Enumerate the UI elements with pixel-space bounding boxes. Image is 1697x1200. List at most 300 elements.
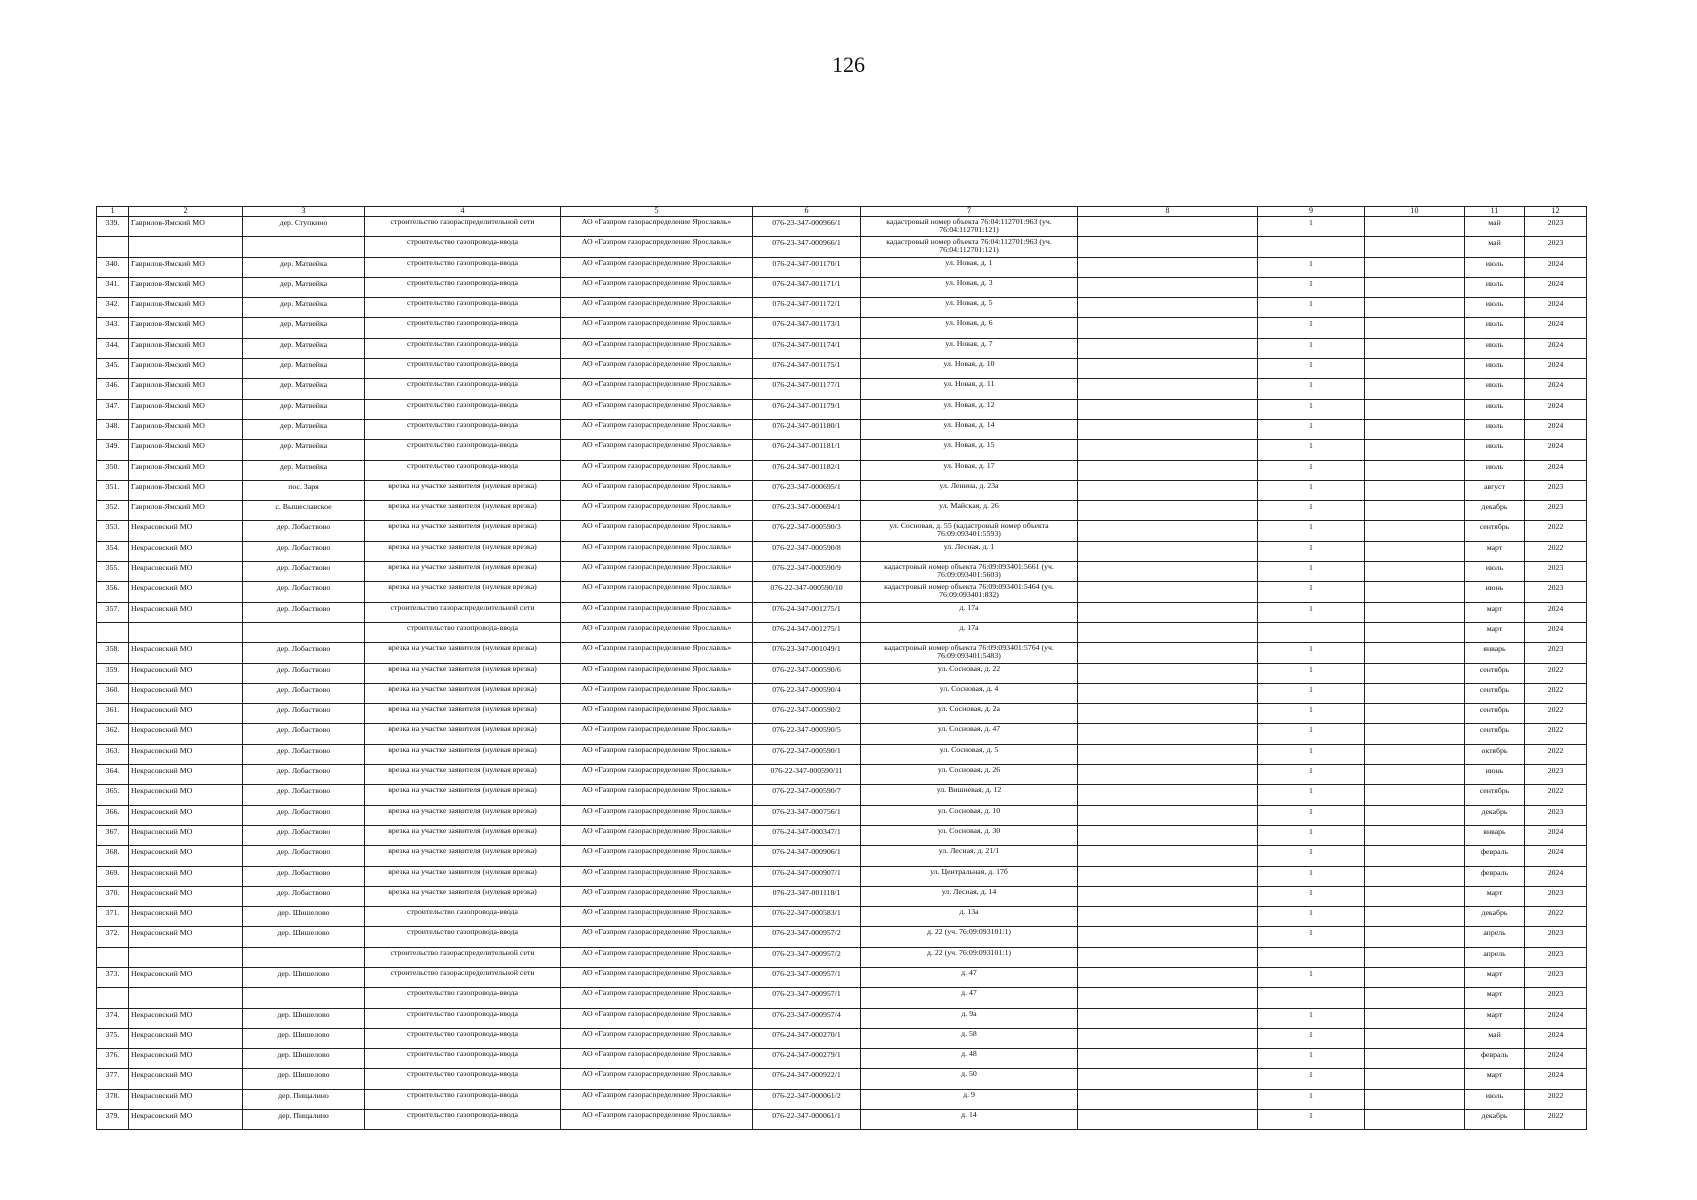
column-header-2: 2	[129, 207, 243, 217]
table-cell-col-11: сентябрь	[1465, 724, 1525, 744]
table-cell-col-8	[1078, 825, 1258, 845]
table-cell-col-4: врезка на участке заявителя (нулевая врезка)	[365, 765, 561, 785]
table-cell-col-5: АО «Газпром газораспределение Ярославль»	[561, 846, 753, 866]
table-cell-col-6: 076-23-347-000756/1	[753, 805, 861, 825]
table-cell-col-9: 1	[1258, 907, 1365, 927]
table-cell-col-1: 370.	[97, 886, 129, 906]
table-cell-col-8	[1078, 602, 1258, 622]
table-cell-col-2: Гаврилов-Ямский МО	[129, 419, 243, 439]
table-cell-col-10	[1365, 318, 1465, 338]
table-cell-col-8	[1078, 379, 1258, 399]
table-cell-col-3: дер. Пищалино	[243, 1110, 365, 1130]
table-cell-col-2: Некрасовский МО	[129, 1069, 243, 1089]
table-row	[97, 1069, 1587, 1089]
table-cell-col-2: Некрасовский МО	[129, 866, 243, 886]
table-cell-col-1: 369.	[97, 866, 129, 886]
table-cell-col-9: 1	[1258, 927, 1365, 947]
table-cell-col-1: 351.	[97, 480, 129, 500]
table-cell-col-4: строительство газопровода-ввода	[365, 1110, 561, 1130]
table-cell-col-9	[1258, 947, 1365, 967]
table-cell-col-5: АО «Газпром газораспределение Ярославль»	[561, 866, 753, 886]
table-cell-col-1: 346.	[97, 379, 129, 399]
table-row	[97, 318, 1587, 338]
table-cell-col-11: июль	[1465, 562, 1525, 582]
table-cell-col-11: июль	[1465, 359, 1525, 379]
table-cell-col-4: строительство газораспределительной сети	[365, 217, 561, 237]
table-cell-col-3: с. Вышеславское	[243, 501, 365, 521]
table-cell-col-7: ул. Сосновая, д. 4	[861, 683, 1078, 703]
table-cell-col-10	[1365, 785, 1465, 805]
table-cell-col-6: 076-24-347-000906/1	[753, 846, 861, 866]
table-cell-col-12: 2022	[1525, 521, 1587, 541]
table-cell-col-3	[243, 622, 365, 642]
table-cell-col-5: АО «Газпром газораспределение Ярославль»	[561, 663, 753, 683]
table-cell-col-5: АО «Газпром газораспределение Ярославль»	[561, 765, 753, 785]
table-cell-col-8	[1078, 1028, 1258, 1048]
table-row	[97, 663, 1587, 683]
table-cell-col-3: дер. Шишелово	[243, 1028, 365, 1048]
table-cell-col-1: 379.	[97, 1110, 129, 1130]
table-cell-col-5: АО «Газпром газораспределение Ярославль»	[561, 1089, 753, 1109]
table-cell-col-9: 1	[1258, 602, 1365, 622]
table-cell-col-9: 1	[1258, 825, 1365, 845]
table-cell-col-1: 341.	[97, 277, 129, 297]
table-cell-col-11: декабрь	[1465, 1110, 1525, 1130]
column-header-10: 10	[1365, 207, 1465, 217]
page-number: 126	[832, 52, 865, 77]
table-cell-col-9: 1	[1258, 338, 1365, 358]
table-cell-col-10	[1365, 1049, 1465, 1069]
table-cell-col-6: 076-24-347-001170/1	[753, 257, 861, 277]
table-cell-col-9: 1	[1258, 704, 1365, 724]
table-header	[97, 207, 1587, 217]
column-header-1: 1	[97, 207, 129, 217]
table-cell-col-12: 2024	[1525, 1028, 1587, 1048]
table-cell-col-3: дер. Лобаствово	[243, 643, 365, 663]
table-cell-col-2: Некрасовский МО	[129, 1110, 243, 1130]
table-cell-col-2: Гаврилов-Ямский МО	[129, 379, 243, 399]
table-cell-col-11: декабрь	[1465, 907, 1525, 927]
table-cell-col-7: ул. Новая, д. 5	[861, 298, 1078, 318]
table-cell-col-10	[1365, 277, 1465, 297]
table-cell-col-4: врезка на участке заявителя (нулевая врезка)	[365, 541, 561, 561]
table-row	[97, 785, 1587, 805]
table-row	[97, 277, 1587, 297]
table-cell-col-7: ул. Майская, д. 26	[861, 501, 1078, 521]
table-cell-col-9: 1	[1258, 724, 1365, 744]
table-cell-col-5: АО «Газпром газораспределение Ярославль»	[561, 825, 753, 845]
table-cell-col-7: кадастровый номер объекта 76:09:093401:5661 (уч. 76:09:093401:5603)	[861, 562, 1078, 582]
table-cell-col-12: 2024	[1525, 277, 1587, 297]
table-cell-col-6: 076-24-347-001275/1	[753, 622, 861, 642]
table-cell-col-6: 076-24-347-000907/1	[753, 866, 861, 886]
table-cell-col-2: Некрасовский МО	[129, 785, 243, 805]
table-cell-col-7: кадастровый номер объекта 76:09:093401:5464 (уч. 76:09:093401:832)	[861, 582, 1078, 602]
table-cell-col-5: АО «Газпром газораспределение Ярославль»	[561, 602, 753, 622]
table-cell-col-4: врезка на участке заявителя (нулевая врезка)	[365, 866, 561, 886]
table-cell-col-2: Некрасовский МО	[129, 886, 243, 906]
table-cell-col-9: 1	[1258, 1110, 1365, 1130]
table-cell-col-4: строительство газопровода-ввода	[365, 907, 561, 927]
table-cell-col-4: строительство газопровода-ввода	[365, 257, 561, 277]
table-cell-col-8	[1078, 562, 1258, 582]
table-cell-col-11: февраль	[1465, 1049, 1525, 1069]
table-cell-col-4: строительство газопровода-ввода	[365, 237, 561, 257]
table-cell-col-1: 372.	[97, 927, 129, 947]
table-cell-col-1: 366.	[97, 805, 129, 825]
table-cell-col-9: 1	[1258, 419, 1365, 439]
table-cell-col-10	[1365, 480, 1465, 500]
table-cell-col-8	[1078, 785, 1258, 805]
table-cell-col-4: строительство газопровода-ввода	[365, 338, 561, 358]
table-cell-col-2: Некрасовский МО	[129, 521, 243, 541]
table-cell-col-7: ул. Сосновая, д. 26	[861, 765, 1078, 785]
table-cell-col-12: 2023	[1525, 805, 1587, 825]
table-cell-col-8	[1078, 643, 1258, 663]
table-cell-col-10	[1365, 379, 1465, 399]
table-row	[97, 622, 1587, 642]
table-cell-col-7: ул. Центральная, д. 17б	[861, 866, 1078, 886]
table-cell-col-10	[1365, 663, 1465, 683]
table-cell-col-7: д. 13а	[861, 907, 1078, 927]
table-cell-col-10	[1365, 683, 1465, 703]
table-cell-col-6: 076-23-347-000957/4	[753, 1008, 861, 1028]
table-cell-col-1: 352.	[97, 501, 129, 521]
table-cell-col-8	[1078, 501, 1258, 521]
table-cell-col-7: ул. Новая, д. 12	[861, 399, 1078, 419]
table-cell-col-1: 355.	[97, 562, 129, 582]
table-cell-col-5: АО «Газпром газораспределение Ярославль»	[561, 785, 753, 805]
table-cell-col-7: ул. Сосновая, д. 30	[861, 825, 1078, 845]
table-cell-col-2: Гаврилов-Ямский МО	[129, 399, 243, 419]
table-cell-col-9: 1	[1258, 1028, 1365, 1048]
table-cell-col-5: АО «Газпром газораспределение Ярославль»	[561, 1028, 753, 1048]
table-cell-col-10	[1365, 541, 1465, 561]
table-cell-col-9: 1	[1258, 683, 1365, 703]
table-cell-col-7: ул. Новая, д. 10	[861, 359, 1078, 379]
table-cell-col-11: февраль	[1465, 866, 1525, 886]
table-cell-col-4: строительство газопровода-ввода	[365, 927, 561, 947]
table-cell-col-6: 076-22-347-000590/5	[753, 724, 861, 744]
column-header-4: 4	[365, 207, 561, 217]
table-cell-col-8	[1078, 622, 1258, 642]
table-cell-col-1: 359.	[97, 663, 129, 683]
table-cell-col-7: кадастровый номер объекта 76:09:093401:5764 (уч. 76:09:093401:5483)	[861, 643, 1078, 663]
table-cell-col-1: 367.	[97, 825, 129, 845]
table-cell-col-4: строительство газораспределительной сети	[365, 947, 561, 967]
table-cell-col-5: АО «Газпром газораспределение Ярославль»	[561, 927, 753, 947]
table-cell-col-7: ул. Новая, д. 3	[861, 277, 1078, 297]
table-cell-col-11: февраль	[1465, 846, 1525, 866]
table-cell-col-5: АО «Газпром газораспределение Ярославль»	[561, 683, 753, 703]
table-row	[97, 683, 1587, 703]
table-cell-col-9: 1	[1258, 805, 1365, 825]
table-cell-col-3: дер. Матвейка	[243, 257, 365, 277]
table-cell-col-8	[1078, 399, 1258, 419]
table-row	[97, 562, 1587, 582]
table-cell-col-4: врезка на участке заявителя (нулевая врезка)	[365, 846, 561, 866]
table-cell-col-12: 2024	[1525, 622, 1587, 642]
table-cell-col-12: 2023	[1525, 480, 1587, 500]
table-cell-col-10	[1365, 1008, 1465, 1028]
table-cell-col-7: ул. Лесная, д. 14	[861, 886, 1078, 906]
table-cell-col-2: Некрасовский МО	[129, 683, 243, 703]
table-row	[97, 338, 1587, 358]
table-cell-col-7: д. 58	[861, 1028, 1078, 1048]
table-row	[97, 967, 1587, 987]
table-cell-col-9: 1	[1258, 217, 1365, 237]
table-cell-col-3: дер. Шишелово	[243, 1069, 365, 1089]
table-cell-col-11: июль	[1465, 277, 1525, 297]
table-row	[97, 866, 1587, 886]
table-cell-col-3: дер. Лобаствово	[243, 886, 365, 906]
table-cell-col-10	[1365, 907, 1465, 927]
table-cell-col-2: Некрасовский МО	[129, 541, 243, 561]
table-cell-col-2: Некрасовский МО	[129, 582, 243, 602]
table-cell-col-9: 1	[1258, 744, 1365, 764]
table-cell-col-1: 345.	[97, 359, 129, 379]
table-cell-col-2: Некрасовский МО	[129, 1049, 243, 1069]
table-cell-col-8	[1078, 582, 1258, 602]
table-row	[97, 825, 1587, 845]
table-row	[97, 257, 1587, 277]
table-cell-col-4: врезка на участке заявителя (нулевая врезка)	[365, 480, 561, 500]
table-row	[97, 237, 1587, 257]
table-cell-col-4: строительство газопровода-ввода	[365, 419, 561, 439]
table-cell-col-4: строительство газопровода-ввода	[365, 1069, 561, 1089]
table-cell-col-6: 076-22-347-000590/10	[753, 582, 861, 602]
table-row	[97, 521, 1587, 541]
table-cell-col-4: строительство газопровода-ввода	[365, 440, 561, 460]
table-row	[97, 1089, 1587, 1109]
table-cell-col-9: 1	[1258, 541, 1365, 561]
table-cell-col-4: строительство газопровода-ввода	[365, 1028, 561, 1048]
table-cell-col-6: 076-24-347-000922/1	[753, 1069, 861, 1089]
table-cell-col-11: октябрь	[1465, 744, 1525, 764]
table-cell-col-9: 1	[1258, 846, 1365, 866]
table-cell-col-12: 2022	[1525, 907, 1587, 927]
table-cell-col-1: 358.	[97, 643, 129, 663]
table-cell-col-12: 2022	[1525, 1089, 1587, 1109]
table-cell-col-7: д. 9а	[861, 1008, 1078, 1028]
table-cell-col-1: 364.	[97, 765, 129, 785]
table-row	[97, 765, 1587, 785]
table-cell-col-4: строительство газопровода-ввода	[365, 1049, 561, 1069]
table-cell-col-11: июль	[1465, 1089, 1525, 1109]
table-cell-col-7: ул. Сосновая, д. 5	[861, 744, 1078, 764]
table-cell-col-11: март	[1465, 1008, 1525, 1028]
table-cell-col-5: АО «Газпром газораспределение Ярославль»	[561, 582, 753, 602]
table-cell-col-9: 1	[1258, 967, 1365, 987]
table-cell-col-1: 343.	[97, 318, 129, 338]
table-cell-col-11: июнь	[1465, 765, 1525, 785]
table-cell-col-9: 1	[1258, 501, 1365, 521]
table-cell-col-10	[1365, 805, 1465, 825]
table-cell-col-8	[1078, 724, 1258, 744]
table-cell-col-6: 076-22-347-000590/3	[753, 521, 861, 541]
table-cell-col-7: ул. Новая, д. 1	[861, 257, 1078, 277]
table-cell-col-8	[1078, 907, 1258, 927]
table-cell-col-2: Гаврилов-Ямский МО	[129, 480, 243, 500]
table-cell-col-7: д. 22 (уч. 76:09:093101:1)	[861, 947, 1078, 967]
table-cell-col-3: дер. Матвейка	[243, 338, 365, 358]
table-row	[97, 886, 1587, 906]
table-cell-col-3	[243, 988, 365, 1008]
table-cell-col-3: дер. Лобаствово	[243, 541, 365, 561]
table-cell-col-2: Гаврилов-Ямский МО	[129, 257, 243, 277]
table-row	[97, 440, 1587, 460]
table-cell-col-11: июль	[1465, 440, 1525, 460]
table-cell-col-7: ул. Ленина, д. 23а	[861, 480, 1078, 500]
table-cell-col-3: дер. Шишелово	[243, 967, 365, 987]
table-cell-col-7: кадастровый номер объекта 76:04:112701:963 (уч. 76:04:112701:121)	[861, 217, 1078, 237]
table-cell-col-2	[129, 947, 243, 967]
table-cell-col-11: июль	[1465, 318, 1525, 338]
table-cell-col-3: дер. Матвейка	[243, 399, 365, 419]
table-cell-col-11: сентябрь	[1465, 521, 1525, 541]
table-cell-col-3: дер. Лобаствово	[243, 663, 365, 683]
table-cell-col-9: 1	[1258, 1089, 1365, 1109]
table-cell-col-12: 2024	[1525, 379, 1587, 399]
table-cell-col-9: 1	[1258, 866, 1365, 886]
table-cell-col-7: д. 48	[861, 1049, 1078, 1069]
table-cell-col-11: май	[1465, 237, 1525, 257]
table-cell-col-1: 354.	[97, 541, 129, 561]
table-cell-col-12: 2024	[1525, 1008, 1587, 1028]
table-cell-col-12: 2024	[1525, 1069, 1587, 1089]
table-cell-col-4: строительство газопровода-ввода	[365, 379, 561, 399]
table-cell-col-9: 1	[1258, 1008, 1365, 1028]
table-cell-col-6: 076-24-347-001172/1	[753, 298, 861, 318]
table-cell-col-3: дер. Матвейка	[243, 440, 365, 460]
table-cell-col-2: Гаврилов-Ямский МО	[129, 359, 243, 379]
table-cell-col-8	[1078, 338, 1258, 358]
table-cell-col-2: Некрасовский МО	[129, 907, 243, 927]
table-cell-col-5: АО «Газпром газораспределение Ярославль»	[561, 643, 753, 663]
table-cell-col-4: врезка на участке заявителя (нулевая врезка)	[365, 724, 561, 744]
table-cell-col-1: 348.	[97, 419, 129, 439]
table-cell-col-5: АО «Газпром газораспределение Ярославль»	[561, 744, 753, 764]
table-cell-col-9: 1	[1258, 1069, 1365, 1089]
table-cell-col-6: 076-23-347-000957/1	[753, 967, 861, 987]
table-cell-col-3: дер. Лобаствово	[243, 562, 365, 582]
table-cell-col-9: 1	[1258, 318, 1365, 338]
table-cell-col-3: дер. Лобаствово	[243, 683, 365, 703]
table-cell-col-7: ул. Новая, д. 15	[861, 440, 1078, 460]
table-cell-col-9: 1	[1258, 257, 1365, 277]
table-row	[97, 846, 1587, 866]
table-cell-col-4: строительство газораспределительной сети	[365, 967, 561, 987]
table-cell-col-1: 340.	[97, 257, 129, 277]
table-cell-col-8	[1078, 440, 1258, 460]
table-cell-col-4: строительство газопровода-ввода	[365, 1089, 561, 1109]
table-cell-col-2: Гаврилов-Ямский МО	[129, 501, 243, 521]
table-cell-col-6: 076-24-347-001177/1	[753, 379, 861, 399]
table-cell-col-12: 2024	[1525, 419, 1587, 439]
table-cell-col-10	[1365, 643, 1465, 663]
table-cell-col-6: 076-23-347-000966/1	[753, 217, 861, 237]
table-cell-col-10	[1365, 1110, 1465, 1130]
table-cell-col-6: 076-22-347-000590/2	[753, 704, 861, 724]
table-cell-col-3	[243, 947, 365, 967]
table-cell-col-11: июль	[1465, 460, 1525, 480]
table-cell-col-9: 1	[1258, 886, 1365, 906]
table-cell-col-8	[1078, 846, 1258, 866]
table-cell-col-2: Некрасовский МО	[129, 704, 243, 724]
table-cell-col-8	[1078, 237, 1258, 257]
table-row	[97, 704, 1587, 724]
table-cell-col-9: 1	[1258, 277, 1365, 297]
table-cell-col-6: 076-22-347-000590/1	[753, 744, 861, 764]
table-cell-col-8	[1078, 1008, 1258, 1028]
table-cell-col-3: дер. Лобаствово	[243, 744, 365, 764]
table-cell-col-7: ул. Новая, д. 11	[861, 379, 1078, 399]
table-row	[97, 217, 1587, 237]
table-cell-col-5: АО «Газпром газораспределение Ярославль»	[561, 359, 753, 379]
table-cell-col-9: 1	[1258, 359, 1365, 379]
table-cell-col-8	[1078, 257, 1258, 277]
table-cell-col-9: 1	[1258, 379, 1365, 399]
table-cell-col-11: май	[1465, 217, 1525, 237]
table-cell-col-8	[1078, 298, 1258, 318]
table-cell-col-1: 371.	[97, 907, 129, 927]
table-cell-col-2: Гаврилов-Ямский МО	[129, 440, 243, 460]
column-header-6: 6	[753, 207, 861, 217]
table-cell-col-11: декабрь	[1465, 501, 1525, 521]
table-cell-col-12: 2024	[1525, 1049, 1587, 1069]
table-cell-col-4: врезка на участке заявителя (нулевая врезка)	[365, 521, 561, 541]
table-cell-col-3	[243, 237, 365, 257]
table-cell-col-2: Некрасовский МО	[129, 1008, 243, 1028]
table-cell-col-2: Некрасовский МО	[129, 724, 243, 744]
table-cell-col-8	[1078, 217, 1258, 237]
table-cell-col-4: строительство газопровода-ввода	[365, 1008, 561, 1028]
table-cell-col-6: 076-24-347-001180/1	[753, 419, 861, 439]
table-cell-col-9: 1	[1258, 582, 1365, 602]
table-cell-col-6: 076-22-347-000590/7	[753, 785, 861, 805]
table-cell-col-8	[1078, 765, 1258, 785]
table-cell-col-6: 076-22-347-000590/11	[753, 765, 861, 785]
table-cell-col-10	[1365, 927, 1465, 947]
table-cell-col-11: апрель	[1465, 947, 1525, 967]
table-cell-col-3: дер. Лобаствово	[243, 765, 365, 785]
table-cell-col-10	[1365, 237, 1465, 257]
table-cell-col-11: сентябрь	[1465, 704, 1525, 724]
table-cell-col-12: 2024	[1525, 440, 1587, 460]
table-cell-col-3: дер. Лобаствово	[243, 704, 365, 724]
table-cell-col-4: врезка на участке заявителя (нулевая врезка)	[365, 744, 561, 764]
table-cell-col-5: АО «Газпром газораспределение Ярославль»	[561, 1110, 753, 1130]
table-cell-col-7: д. 47	[861, 967, 1078, 987]
table-row	[97, 460, 1587, 480]
table-cell-col-4: строительство газопровода-ввода	[365, 318, 561, 338]
table-cell-col-12: 2024	[1525, 866, 1587, 886]
table-cell-col-6: 076-23-347-000694/1	[753, 501, 861, 521]
table-cell-col-11: март	[1465, 886, 1525, 906]
table-row	[97, 907, 1587, 927]
column-header-12: 12	[1525, 207, 1587, 217]
table-cell-col-5: АО «Газпром газораспределение Ярославль»	[561, 724, 753, 744]
table-cell-col-12: 2023	[1525, 947, 1587, 967]
table-cell-col-6: 076-24-347-001182/1	[753, 460, 861, 480]
table-cell-col-8	[1078, 1069, 1258, 1089]
table-cell-col-1: 361.	[97, 704, 129, 724]
table-cell-col-11: сентябрь	[1465, 663, 1525, 683]
table-cell-col-6: 076-24-347-001173/1	[753, 318, 861, 338]
table-cell-col-11: июль	[1465, 298, 1525, 318]
table-cell-col-8	[1078, 359, 1258, 379]
table-cell-col-10	[1365, 704, 1465, 724]
